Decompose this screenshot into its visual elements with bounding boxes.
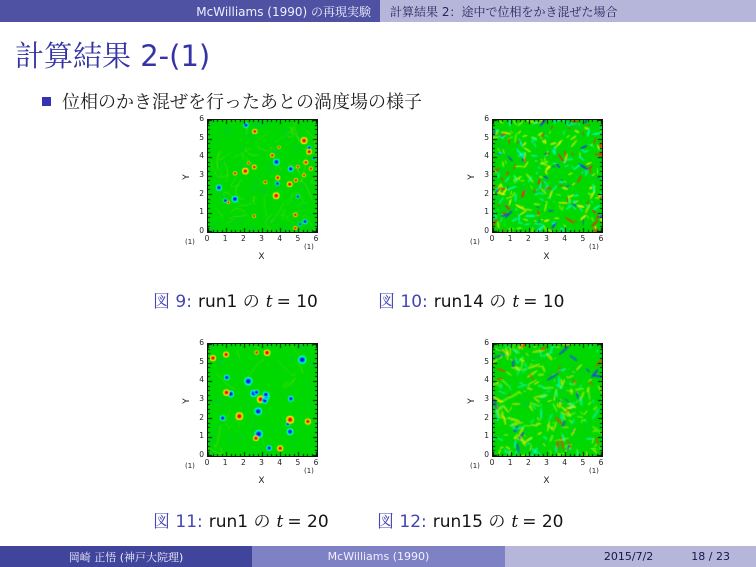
y-axis-label: Y <box>466 398 477 404</box>
headline-section-segment <box>380 0 756 22</box>
figure-number: 図 12: <box>377 512 427 532</box>
footline-date: 2015/7/2 <box>603 550 654 563</box>
y-tick-label: 2 <box>484 412 489 422</box>
footline-author: 岡崎 正悟 (神戸大院理) <box>68 550 184 564</box>
footline-date-segment <box>505 546 756 567</box>
x-tick-label: 3 <box>544 458 549 467</box>
y-axis-label: Y <box>181 174 192 180</box>
y-tick-label: 4 <box>484 375 489 385</box>
y-tick-label: 0 <box>484 450 489 459</box>
figure-number: 図 9: <box>153 292 192 312</box>
x-tick-label: 4 <box>562 458 568 467</box>
x-tick-label: 0 <box>489 458 495 467</box>
y-tick-label: 4 <box>199 151 204 161</box>
page-title: 計算結果 2-(1) <box>15 39 211 73</box>
y-tick-label: 5 <box>199 132 204 142</box>
caption-run-name: run1 の <box>208 512 271 532</box>
caption-run-name: run1 の <box>197 292 260 312</box>
footline-author-segment <box>0 546 252 567</box>
y-tick-label: 4 <box>484 151 489 161</box>
x-tick-label: 0 <box>204 458 210 467</box>
vorticity-field-canvas-run1-t20 <box>207 343 318 457</box>
caption-time-variable: t <box>511 512 519 532</box>
x-tick-label: 3 <box>544 234 549 243</box>
y-tick-label: 0 <box>199 450 204 459</box>
x-axis-unit-label: (1) <box>304 467 314 475</box>
x-tick-label: 1 <box>507 458 513 467</box>
x-tick-label: 4 <box>277 234 283 243</box>
x-tick-label: 4 <box>277 458 283 467</box>
bullet-item <box>42 88 422 114</box>
vorticity-field-canvas-run14-t10 <box>492 119 603 233</box>
x-tick-label: 2 <box>525 234 531 243</box>
x-tick-label: 6 <box>598 458 604 467</box>
caption-run-name: run15 の <box>432 512 506 532</box>
x-axis-label: X <box>258 252 265 262</box>
y-axis-label: Y <box>181 398 192 404</box>
headline-project-title: McWilliams (1990) の再現実験 <box>196 4 371 19</box>
x-axis-label: X <box>543 252 550 262</box>
y-tick-label: 2 <box>484 188 489 198</box>
caption-time-value: = 20 <box>522 512 564 532</box>
headline-section-title: 計算結果 2：途中で位相をかき混ぜた場合 <box>390 4 618 19</box>
y-tick-label: 5 <box>484 356 489 366</box>
bullet-square-icon <box>42 97 51 106</box>
caption-time-variable: t <box>276 512 284 532</box>
x-tick-label: 5 <box>580 234 586 243</box>
figure-10-plot <box>466 114 630 290</box>
caption-time-variable: t <box>265 292 273 312</box>
figure-12-caption <box>377 507 563 532</box>
figure-number: 図 10: <box>378 292 428 312</box>
y-tick-label: 3 <box>199 394 204 403</box>
x-tick-label: 5 <box>295 458 301 467</box>
figure-12-plot <box>466 338 630 514</box>
footline-bar <box>0 546 756 567</box>
figure-10-caption <box>378 287 564 312</box>
y-tick-label: 1 <box>199 207 204 217</box>
x-axis-label: X <box>258 476 265 486</box>
headline-bar <box>0 0 756 22</box>
x-axis-unit-label: (1) <box>589 467 599 475</box>
x-tick-label: 6 <box>313 458 319 467</box>
caption-time-value: = 20 <box>287 512 329 532</box>
y-axis-unit-label: (1) <box>470 238 480 246</box>
y-tick-label: 3 <box>199 170 204 179</box>
y-tick-label: 6 <box>484 114 489 123</box>
y-tick-label: 2 <box>199 412 204 422</box>
figure-number: 図 11: <box>153 512 203 532</box>
x-axis-label: X <box>543 476 550 486</box>
y-tick-label: 1 <box>484 431 489 441</box>
y-tick-label: 6 <box>484 338 489 347</box>
figure-9-plot <box>181 114 345 290</box>
x-tick-label: 0 <box>204 234 210 243</box>
headline-project-segment <box>0 0 380 22</box>
x-tick-label: 0 <box>489 234 495 243</box>
figure-11-caption <box>153 507 329 532</box>
y-tick-label: 0 <box>199 226 204 235</box>
vorticity-field-canvas-run15-t20 <box>492 343 603 457</box>
y-axis-unit-label: (1) <box>185 238 195 246</box>
y-tick-label: 1 <box>199 431 204 441</box>
figure-9-caption <box>153 287 318 312</box>
x-axis-unit-label: (1) <box>589 243 599 251</box>
footline-short-title: McWilliams (1990) <box>327 550 430 563</box>
vorticity-field-canvas-run1-t10 <box>207 119 318 233</box>
y-tick-label: 3 <box>484 170 489 179</box>
x-tick-label: 4 <box>562 234 568 243</box>
caption-time-value: = 10 <box>276 292 318 312</box>
y-tick-label: 6 <box>199 114 204 123</box>
y-tick-label: 5 <box>484 132 489 142</box>
y-tick-label: 5 <box>199 356 204 366</box>
caption-time-value: = 10 <box>523 292 565 312</box>
y-tick-label: 4 <box>199 375 204 385</box>
x-axis-unit-label: (1) <box>304 243 314 251</box>
x-tick-label: 1 <box>222 234 228 243</box>
x-tick-label: 3 <box>259 234 264 243</box>
caption-run-name: run14 の <box>433 292 507 312</box>
x-tick-label: 2 <box>240 458 246 467</box>
y-axis-label: Y <box>466 174 477 180</box>
footline-page-number: 18 / 23 <box>691 550 730 563</box>
x-tick-label: 5 <box>295 234 301 243</box>
footline-title-segment <box>252 546 505 567</box>
x-tick-label: 1 <box>507 234 513 243</box>
x-tick-label: 1 <box>222 458 228 467</box>
x-tick-label: 2 <box>240 234 246 243</box>
x-tick-label: 5 <box>580 458 586 467</box>
y-tick-label: 1 <box>484 207 489 217</box>
x-tick-label: 6 <box>598 234 604 243</box>
figure-11-plot <box>181 338 345 514</box>
y-tick-label: 6 <box>199 338 204 347</box>
y-tick-label: 2 <box>199 188 204 198</box>
x-tick-label: 3 <box>259 458 264 467</box>
x-tick-label: 2 <box>525 458 531 467</box>
bullet-text: 位相のかき混ぜを行ったあとの渦度場の様子 <box>62 92 422 113</box>
y-axis-unit-label: (1) <box>185 462 195 470</box>
x-tick-label: 6 <box>313 234 319 243</box>
y-tick-label: 0 <box>484 226 489 235</box>
caption-time-variable: t <box>512 292 520 312</box>
y-tick-label: 3 <box>484 394 489 403</box>
y-axis-unit-label: (1) <box>470 462 480 470</box>
